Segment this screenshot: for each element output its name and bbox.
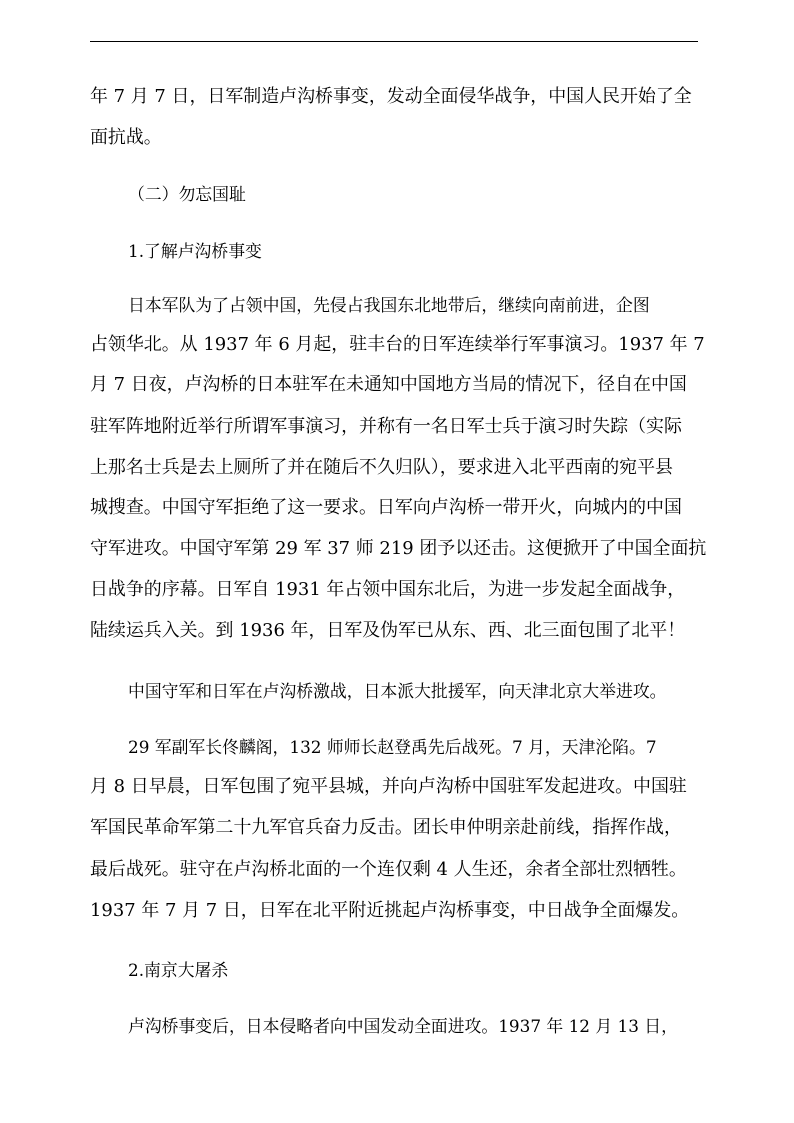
text-line: 年 7 月 7 日，日军制造卢沟桥事变，发动全面侵华战争，中国人民开始了全 (90, 86, 692, 107)
text-line: 1937 年 7 月 7 日，日军在北平附近挑起卢沟桥事变，中日战争全面爆发。 (90, 900, 690, 921)
text-line: 陆续运兵入关。到 1936 年，日军及伪军已从东、西、北三面包围了北平！ (90, 620, 686, 641)
subsection-heading: 2.南京大屠杀 (128, 960, 229, 980)
text-line: 中国守军和日军在卢沟桥激战，日本派大批援军，向天津北京大举进攻。 (128, 681, 667, 701)
subsection-heading: 1.了解卢沟桥事变 (128, 241, 262, 261)
text-line: 城搜查。中国守军拒绝了这一要求。日军向卢沟桥一带开火，向城内的中国 (90, 497, 682, 518)
text-line: 29 军副军长佟麟阁，132 师师长赵登禹先后战死。7 月，天津沦陷。7 (128, 737, 657, 757)
text-line: 守军进攻。中国守军第 29 军 37 师 219 团予以还击。这便掀开了中国全面抗 (90, 538, 707, 559)
text-line: 驻军阵地附近举行所谓军事演习，并称有一名日军士兵于演习时失踪（实际 (90, 416, 682, 437)
text-line: 日战争的序幕。日军自 1931 年占领中国东北后，为进一步发起全面战争， (90, 579, 686, 600)
text-line: 月 7 日夜，卢沟桥的日本驻军在未通知中国地方当局的情况下，径自在中国 (90, 374, 687, 395)
text-line: 占领华北。从 1937 年 6 月起，驻丰台的日军连续举行军事演习。1937 年 7 (90, 334, 705, 355)
text-line: 军国民革命军第二十九军官兵奋力反击。团长申仲明亲赴前线，指挥作战， (90, 817, 682, 838)
text-line: 最后战死。驻守在卢沟桥北面的一个连仅剩 4 人生还，余者全部壮烈牺牲。 (90, 859, 687, 880)
text-line: 面抗战。 (90, 127, 162, 148)
text-line: 月 8 日早晨，日军包围了宛平县城，并向卢沟桥中国驻军发起进攻。中国驻 (90, 776, 687, 797)
text-line: 日本军队为了占领中国，先侵占我国东北地带后，继续向南前进，企图 (128, 295, 650, 315)
section-heading: （二）勿忘国耻 (128, 184, 246, 204)
header-rule (90, 41, 698, 42)
text-line: 卢沟桥事变后，日本侵略者向中国发动全面进攻。1937 年 12 月 13 日， (128, 1016, 678, 1036)
text-line: 上那名士兵是去上厕所了并在随后不久归队），要求进入北平西南的宛平县 (90, 457, 673, 478)
